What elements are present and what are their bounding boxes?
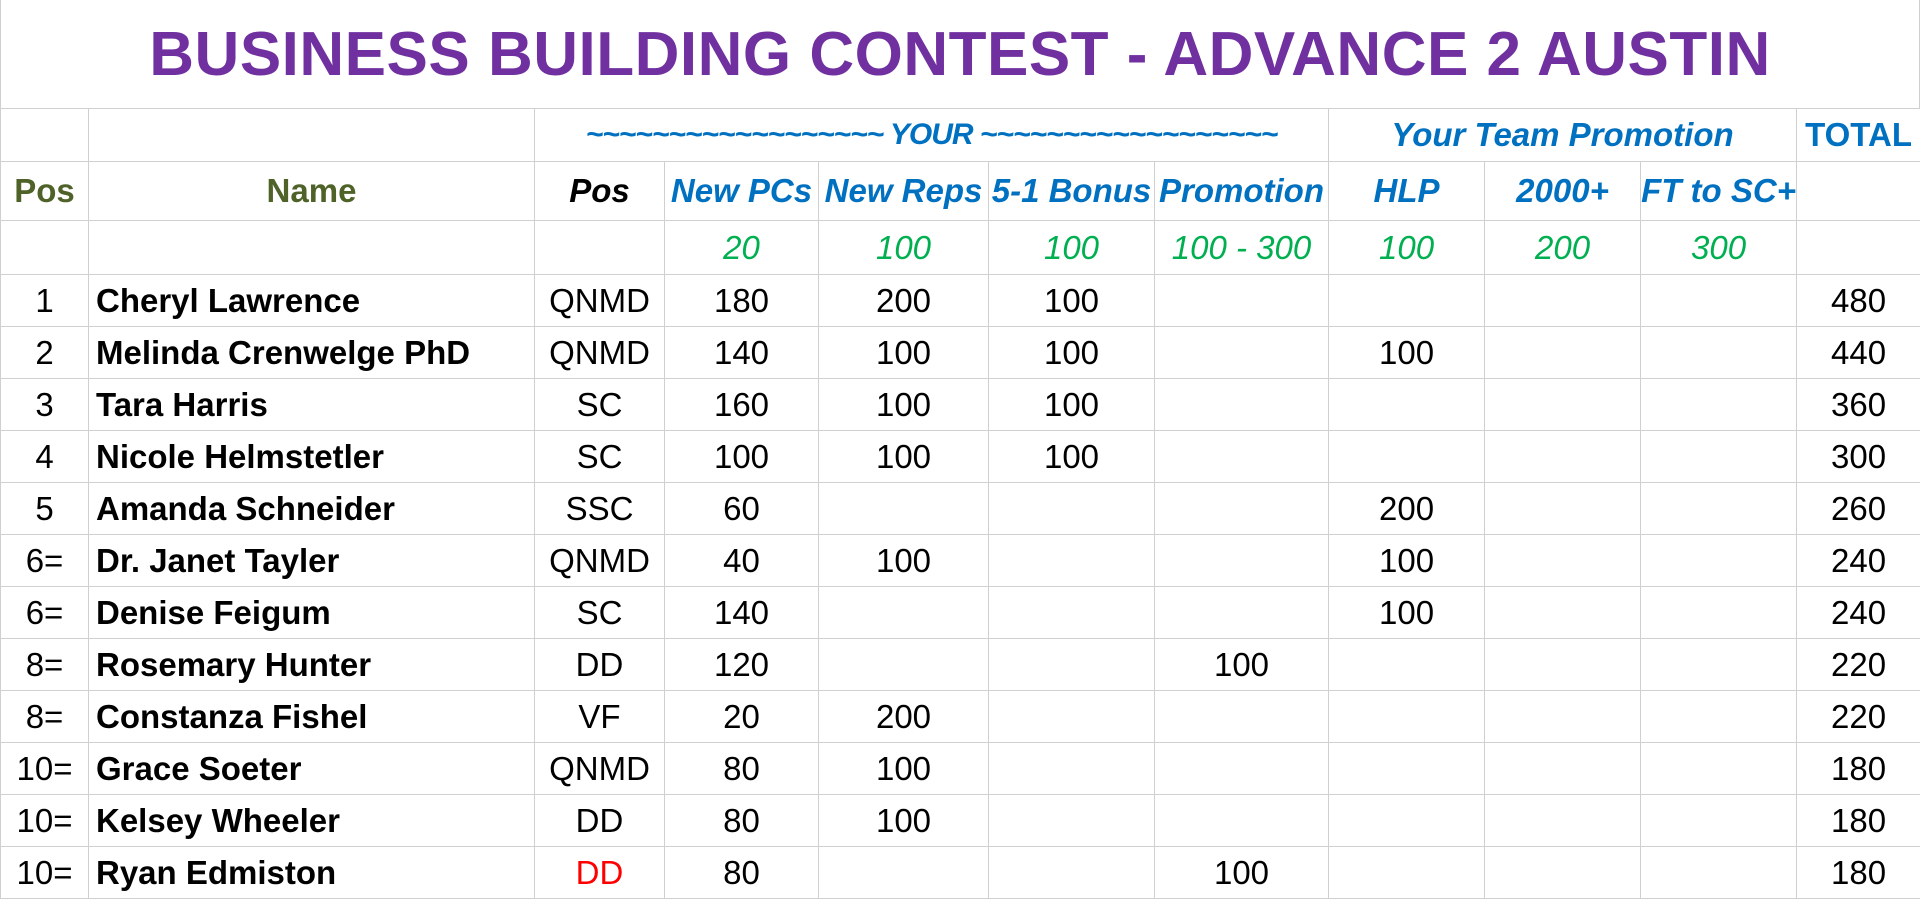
- rank-cell[interactable]: SC: [535, 587, 665, 639]
- new-pcs-cell[interactable]: 160: [665, 379, 819, 431]
- header-row-group: [1, 109, 1920, 162]
- total-cell[interactable]: 300: [1797, 431, 1920, 483]
- new-reps-cell[interactable]: 100: [819, 743, 989, 795]
- table-row: [1, 847, 1920, 899]
- name-cell[interactable]: Tara Harris: [89, 379, 535, 431]
- ft-to-sc-cell[interactable]: [1641, 795, 1797, 847]
- name-cell[interactable]: Rosemary Hunter: [89, 639, 535, 691]
- new-reps-cell[interactable]: [819, 483, 989, 535]
- table-row: [1, 275, 1920, 327]
- 2000-plus-cell[interactable]: [1485, 483, 1641, 535]
- hlp-cell[interactable]: 100: [1329, 327, 1485, 379]
- 2000-plus-cell[interactable]: [1485, 743, 1641, 795]
- promotion-cell[interactable]: [1155, 743, 1329, 795]
- table-row: [1, 639, 1920, 691]
- promotion-cell[interactable]: [1155, 535, 1329, 587]
- ft-to-sc-cell[interactable]: [1641, 847, 1797, 899]
- name-cell[interactable]: Nicole Helmstetler: [89, 431, 535, 483]
- new-pcs-cell[interactable]: 100: [665, 431, 819, 483]
- new-reps-cell[interactable]: 200: [819, 275, 989, 327]
- pos-cell[interactable]: 10=: [1, 743, 89, 795]
- new-pcs-cell[interactable]: 80: [665, 847, 819, 899]
- new-reps-cell[interactable]: 100: [819, 327, 989, 379]
- ft-to-sc-cell[interactable]: [1641, 483, 1797, 535]
- pos-cell[interactable]: 2: [1, 327, 89, 379]
- cell[interactable]: [89, 109, 535, 162]
- team-promotion-header[interactable]: Your Team Promotion: [1329, 109, 1797, 162]
- hlp-cell[interactable]: [1329, 691, 1485, 743]
- ft-to-sc-cell[interactable]: [1641, 535, 1797, 587]
- ft-to-sc-cell[interactable]: [1641, 379, 1797, 431]
- rank-cell[interactable]: DD: [535, 795, 665, 847]
- total-cell[interactable]: 360: [1797, 379, 1920, 431]
- promotion-cell[interactable]: 100: [1155, 639, 1329, 691]
- ft-to-sc-cell[interactable]: [1641, 743, 1797, 795]
- contest-title: BUSINESS BUILDING CONTEST - ADVANCE 2 AUSTIN: [0, 0, 1920, 108]
- table-row: [1, 587, 1920, 639]
- pos-cell[interactable]: 8=: [1, 639, 89, 691]
- bonus-cell[interactable]: 100: [989, 275, 1155, 327]
- new-reps-cell[interactable]: [819, 639, 989, 691]
- new-pcs-cell[interactable]: 140: [665, 587, 819, 639]
- 2000-plus-cell[interactable]: [1485, 847, 1641, 899]
- pos-cell[interactable]: 5: [1, 483, 89, 535]
- new-reps-cell[interactable]: 100: [819, 379, 989, 431]
- rank-cell[interactable]: SSC: [535, 483, 665, 535]
- ft-to-sc-cell[interactable]: [1641, 431, 1797, 483]
- promotion-header[interactable]: Promotion: [1155, 162, 1329, 221]
- new-pcs-cell[interactable]: 120: [665, 639, 819, 691]
- hlp-cell[interactable]: [1329, 275, 1485, 327]
- rank-cell[interactable]: QNMD: [535, 535, 665, 587]
- hlp-cell[interactable]: 100: [1329, 587, 1485, 639]
- new-reps-header[interactable]: New Reps: [819, 162, 989, 221]
- ft-to-sc-cell[interactable]: [1641, 587, 1797, 639]
- your-group-header[interactable]: ~~~~~~~~~~~~~~~~~~ YOUR ~~~~~~~~~~~~~~~~~~: [535, 109, 1329, 162]
- ft-to-sc-cell[interactable]: [1641, 639, 1797, 691]
- pos-header[interactable]: Pos: [1, 162, 89, 221]
- new-pcs-cell[interactable]: 140: [665, 327, 819, 379]
- contest-table: [0, 108, 1920, 899]
- table-row: [1, 327, 1920, 379]
- table-row: [1, 743, 1920, 795]
- total-header[interactable]: TOTAL: [1797, 109, 1920, 162]
- total-cell[interactable]: 220: [1797, 639, 1920, 691]
- cell[interactable]: [535, 221, 665, 275]
- total-cell[interactable]: 260: [1797, 483, 1920, 535]
- bonus-cell[interactable]: 100: [989, 379, 1155, 431]
- rank-cell[interactable]: SC: [535, 431, 665, 483]
- hlp-cell[interactable]: [1329, 431, 1485, 483]
- bonus-header[interactable]: 5-1 Bonus: [989, 162, 1155, 221]
- rank-cell[interactable]: VF: [535, 691, 665, 743]
- total-cell[interactable]: 180: [1797, 743, 1920, 795]
- cell[interactable]: [89, 221, 535, 275]
- 2000-plus-cell[interactable]: [1485, 691, 1641, 743]
- table-row: [1, 795, 1920, 847]
- rank-cell[interactable]: QNMD: [535, 743, 665, 795]
- bonus-cell[interactable]: [989, 743, 1155, 795]
- hlp-cell[interactable]: [1329, 639, 1485, 691]
- total-cell[interactable]: 220: [1797, 691, 1920, 743]
- 2000-plus-cell[interactable]: [1485, 431, 1641, 483]
- header-row-columns: [1, 162, 1920, 221]
- pos-cell[interactable]: 4: [1, 431, 89, 483]
- 2000-plus-cell[interactable]: [1485, 535, 1641, 587]
- promotion-cell[interactable]: [1155, 379, 1329, 431]
- hlp-cell[interactable]: [1329, 379, 1485, 431]
- rank-cell[interactable]: DD: [535, 639, 665, 691]
- name-cell[interactable]: Ryan Edmiston: [89, 847, 535, 899]
- pos-cell[interactable]: 6=: [1, 587, 89, 639]
- promotion-cell[interactable]: [1155, 795, 1329, 847]
- 2000-plus-points[interactable]: 200: [1485, 221, 1641, 275]
- total-cell[interactable]: 240: [1797, 587, 1920, 639]
- 2000-plus-cell[interactable]: [1485, 275, 1641, 327]
- promotion-cell[interactable]: [1155, 483, 1329, 535]
- name-cell[interactable]: Cheryl Lawrence: [89, 275, 535, 327]
- cell[interactable]: [1, 109, 89, 162]
- name-cell[interactable]: Grace Soeter: [89, 743, 535, 795]
- cell[interactable]: [1, 221, 89, 275]
- new-reps-cell[interactable]: 100: [819, 535, 989, 587]
- pos-cell[interactable]: 10=: [1, 795, 89, 847]
- hlp-header[interactable]: HLP: [1329, 162, 1485, 221]
- cell[interactable]: [1797, 162, 1920, 221]
- promotion-cell[interactable]: [1155, 691, 1329, 743]
- 2000-plus-cell[interactable]: [1485, 639, 1641, 691]
- hlp-points[interactable]: 100: [1329, 221, 1485, 275]
- bonus-cell[interactable]: [989, 535, 1155, 587]
- rank-cell[interactable]: QNMD: [535, 275, 665, 327]
- rank-cell[interactable]: QNMD: [535, 327, 665, 379]
- bonus-cell[interactable]: [989, 691, 1155, 743]
- promotion-points[interactable]: 100 - 300: [1155, 221, 1329, 275]
- pos-cell[interactable]: 6=: [1, 535, 89, 587]
- new-pcs-cell[interactable]: 180: [665, 275, 819, 327]
- 2000-plus-cell[interactable]: [1485, 327, 1641, 379]
- hlp-cell[interactable]: 100: [1329, 535, 1485, 587]
- total-cell[interactable]: 440: [1797, 327, 1920, 379]
- new-reps-cell[interactable]: 200: [819, 691, 989, 743]
- 2000-plus-cell[interactable]: [1485, 587, 1641, 639]
- cell[interactable]: [1797, 221, 1920, 275]
- name-header[interactable]: Name: [89, 162, 535, 221]
- new-reps-cell[interactable]: [819, 587, 989, 639]
- 2000-plus-cell[interactable]: [1485, 379, 1641, 431]
- ft-to-sc-header[interactable]: FT to SC+: [1641, 162, 1797, 221]
- new-pcs-cell[interactable]: 40: [665, 535, 819, 587]
- name-cell[interactable]: Melinda Crenwelge PhD: [89, 327, 535, 379]
- total-cell[interactable]: 180: [1797, 847, 1920, 899]
- pos-cell[interactable]: 10=: [1, 847, 89, 899]
- new-pcs-header[interactable]: New PCs: [665, 162, 819, 221]
- bonus-points[interactable]: 100: [989, 221, 1155, 275]
- promotion-cell[interactable]: [1155, 275, 1329, 327]
- hlp-cell[interactable]: [1329, 795, 1485, 847]
- new-reps-cell[interactable]: [819, 847, 989, 899]
- pos-cell[interactable]: 3: [1, 379, 89, 431]
- new-reps-cell[interactable]: 100: [819, 795, 989, 847]
- table-row: [1, 379, 1920, 431]
- promotion-cell[interactable]: [1155, 431, 1329, 483]
- hlp-cell[interactable]: [1329, 743, 1485, 795]
- total-cell[interactable]: 240: [1797, 535, 1920, 587]
- promotion-cell[interactable]: [1155, 587, 1329, 639]
- total-cell[interactable]: 180: [1797, 795, 1920, 847]
- table-row: [1, 691, 1920, 743]
- bonus-cell[interactable]: [989, 795, 1155, 847]
- promotion-cell[interactable]: [1155, 327, 1329, 379]
- new-pcs-cell[interactable]: 20: [665, 691, 819, 743]
- name-cell[interactable]: Denise Feigum: [89, 587, 535, 639]
- bonus-cell[interactable]: [989, 847, 1155, 899]
- bonus-cell[interactable]: 100: [989, 327, 1155, 379]
- rank-pos-header[interactable]: Pos: [535, 162, 665, 221]
- bonus-cell[interactable]: [989, 639, 1155, 691]
- table-row: [1, 483, 1920, 535]
- rank-cell[interactable]: DD: [535, 847, 665, 899]
- 2000-plus-cell[interactable]: [1485, 795, 1641, 847]
- bonus-cell[interactable]: 100: [989, 431, 1155, 483]
- rank-cell[interactable]: SC: [535, 379, 665, 431]
- new-pcs-cell[interactable]: 80: [665, 795, 819, 847]
- 2000-plus-header[interactable]: 2000+: [1485, 162, 1641, 221]
- table-row: [1, 431, 1920, 483]
- table-row: [1, 535, 1920, 587]
- new-pcs-points[interactable]: 20: [665, 221, 819, 275]
- name-cell[interactable]: Constanza Fishel: [89, 691, 535, 743]
- hlp-cell[interactable]: 200: [1329, 483, 1485, 535]
- name-cell[interactable]: Dr. Janet Tayler: [89, 535, 535, 587]
- new-pcs-cell[interactable]: 80: [665, 743, 819, 795]
- bonus-cell[interactable]: [989, 587, 1155, 639]
- pos-cell[interactable]: 8=: [1, 691, 89, 743]
- name-cell[interactable]: Amanda Schneider: [89, 483, 535, 535]
- bonus-cell[interactable]: [989, 483, 1155, 535]
- new-pcs-cell[interactable]: 60: [665, 483, 819, 535]
- points-row: [1, 221, 1920, 275]
- ft-to-sc-points[interactable]: 300: [1641, 221, 1797, 275]
- new-reps-points[interactable]: 100: [819, 221, 989, 275]
- hlp-cell[interactable]: [1329, 847, 1485, 899]
- promotion-cell[interactable]: 100: [1155, 847, 1329, 899]
- total-cell[interactable]: 480: [1797, 275, 1920, 327]
- ft-to-sc-cell[interactable]: [1641, 275, 1797, 327]
- ft-to-sc-cell[interactable]: [1641, 327, 1797, 379]
- name-cell[interactable]: Kelsey Wheeler: [89, 795, 535, 847]
- new-reps-cell[interactable]: 100: [819, 431, 989, 483]
- ft-to-sc-cell[interactable]: [1641, 691, 1797, 743]
- pos-cell[interactable]: 1: [1, 275, 89, 327]
